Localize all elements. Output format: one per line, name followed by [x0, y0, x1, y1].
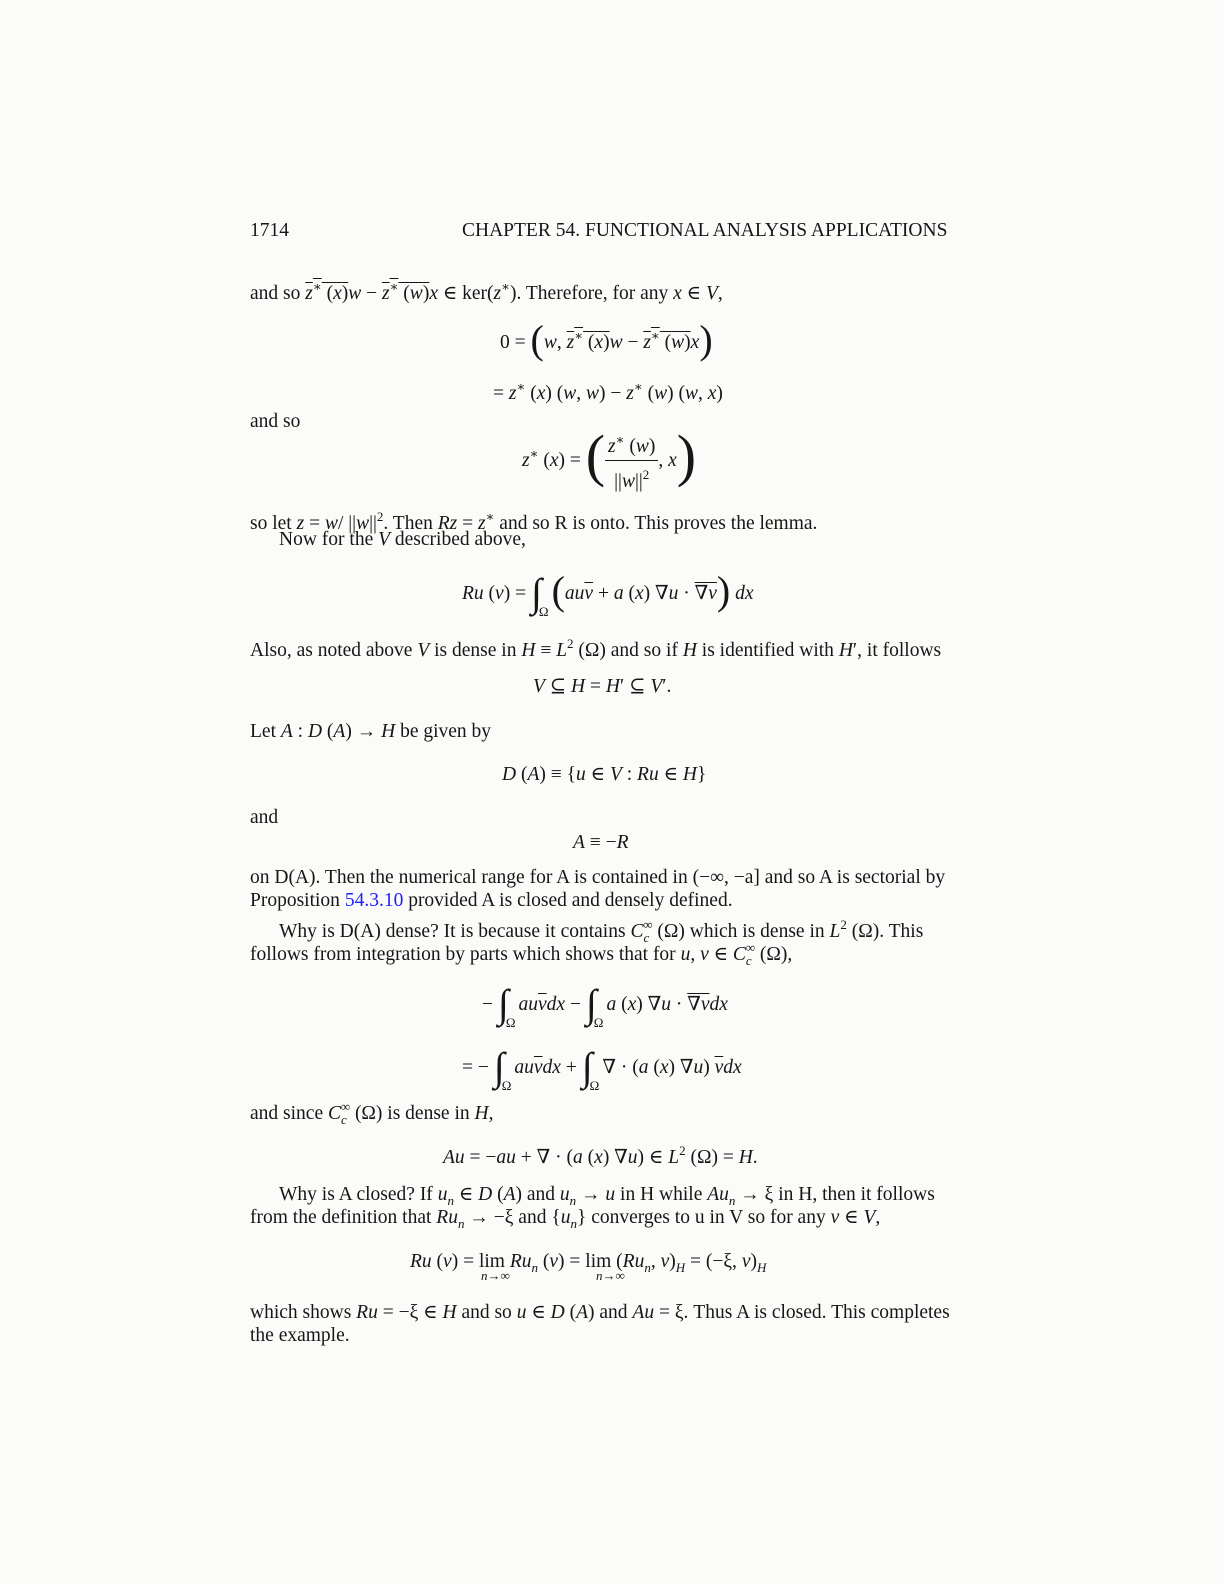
text-fragment: Proposition [250, 890, 340, 911]
equation: = − $\int_\Omega au\overline{v}dx + \int_\Omega\nabla \cdot (a$ (x) ∇u) $\overline{v}dx$ [462, 1044, 742, 1093]
equation: A ≡ −R [573, 832, 629, 853]
running-header: CHAPTER 54. FUNCTIONAL ANALYSIS APPLICATIONS [462, 220, 948, 241]
text-line: Why is D(A) dense? It is because it contains $C_c^\infty$ (Ω) which is dense in $L^2$ (Ω). This [279, 917, 924, 945]
text-fragment: and so [461, 1302, 512, 1323]
text-fragment: which shows [250, 1302, 352, 1323]
text-fragment: in H while [620, 1184, 703, 1205]
text-fragment: . Then [383, 513, 433, 534]
text-line: Let A : D (A) → H be given by [250, 721, 492, 742]
equation: − $\int_\Omega au\overline{v}dx - \int_\Omega a$ (x) ∇u · ∇vdx [482, 981, 728, 1030]
text-fragment: and so [250, 283, 301, 304]
text-fragment: follows from integration by parts which shows that for [250, 944, 676, 965]
equation: V ⊆ H = H′ ⊆ V′. [533, 676, 672, 697]
text-line: on D(A). Then the numerical range for A is contained in (−∞, −a] and so A is sectorial by [250, 867, 946, 888]
text-fragment: be given by [400, 721, 492, 742]
text-fragment: Why is D(A) dense? It is because it contains [279, 921, 626, 942]
page-number: 1714 [250, 220, 289, 241]
text-fragment: Now for the [279, 529, 374, 550]
text-fragment: so let [250, 513, 292, 534]
text-line: Why is A closed? If $u_n$ ∈ D (A) and $u_n \to u$ in H while $Au_n \to \xi$ in H, then it follows [279, 1184, 935, 1208]
equation: Ru $(v) = \int_\Omega(au\overline{v} + a$ (x) ∇u · ∇v) dx [462, 568, 754, 619]
equation: D (A) ≡ {u ∈ V : Ru ∈ H} [502, 764, 707, 785]
text-line: follows from integration by parts which shows that for u, v ∈ $C_c^\infty$ (Ω), [250, 940, 793, 968]
text-fragment: and so if [610, 640, 678, 661]
proposition-link[interactable]: 54.3.10 [344, 890, 404, 911]
equation: Au = −au + ∇ · (a (x) ∇u) ∈ $L^2$ (Ω) = H. [443, 1143, 758, 1168]
text-line: and since $C_c^\infty$ (Ω) is dense in H, [250, 1099, 494, 1127]
text-fragment: provided A is closed and densely defined. [408, 890, 733, 911]
text-fragment: converges to u in V so for any [591, 1207, 826, 1228]
limit-subscript: n→∞ [481, 1268, 510, 1283]
equation: 0 = (w, z∗ (x)w − z∗ (w)x) [500, 317, 713, 362]
text-fragment: in H, then it follows [778, 1184, 935, 1205]
equation: z∗ (x) = ( $\frac{z^∗ (w)}{||w||^2}$ , x) [522, 422, 697, 492]
limit-subscript: n→∞ [596, 1268, 625, 1283]
equation: Ru $(v) = \lim Ru_n$ $(v) = \lim (Ru_n$, $v)_H = (-\xi$, $v)_H$ [410, 1251, 767, 1275]
text-fragment: and [599, 1302, 628, 1323]
text-fragment: and since [250, 1103, 324, 1124]
text-fragment: Let [250, 721, 276, 742]
text-fragment: is dense in [434, 640, 517, 661]
text-fragment: is dense in [387, 1103, 470, 1124]
text-fragment: and [518, 1207, 547, 1228]
text-fragment: described above, [394, 529, 526, 550]
text-fragment: which is dense in [689, 921, 825, 942]
text-line: which shows Ru = −ξ ∈ H and so u ∈ D (A) and Au = ξ. Thus A is closed. This completes [250, 1302, 950, 1323]
text-line: Also, as noted above V is dense in $H \equiv L^2$ (Ω) and so if H is identified with H′, it follows [250, 636, 942, 661]
text-line: the example. [250, 1325, 350, 1346]
text-line: from the definition that $Ru_n \to -\xi$ and $\{u_n\}$ converges to u in V so for any v ∈ V, [250, 1207, 881, 1231]
text-fragment: . This [879, 921, 924, 942]
text-fragment: is identified with [701, 640, 834, 661]
text-fragment: Also, as noted above [250, 640, 413, 661]
text-line: Now for the V described above, [279, 529, 526, 550]
text-fragment: Why is A closed? If [279, 1184, 433, 1205]
text-fragment: . Thus A is closed. This completes [683, 1302, 950, 1323]
text-line [250, 889, 733, 913]
text-line: and so [250, 411, 301, 432]
text-fragment: . Therefore, for any [516, 283, 669, 304]
text-fragment: and [526, 1184, 556, 1205]
text-line: and so z∗ (x)w − z∗ (w)x ∈ ker(z∗). Therefore, for any x ∈ V, [250, 279, 723, 304]
text-line: so let z = w/ $||w||^2$. Then Rz = z∗ and so R is onto. This proves the lemma. [250, 509, 818, 534]
equation: = z∗ (x) (w, w) − z∗ (w) (w, x) [493, 379, 723, 404]
text-fragment: from the definition that [250, 1207, 432, 1228]
text-line: and [250, 807, 279, 828]
text-fragment: and so R is onto. This proves the lemma. [499, 513, 818, 534]
text-fragment: , it follows [857, 640, 942, 661]
